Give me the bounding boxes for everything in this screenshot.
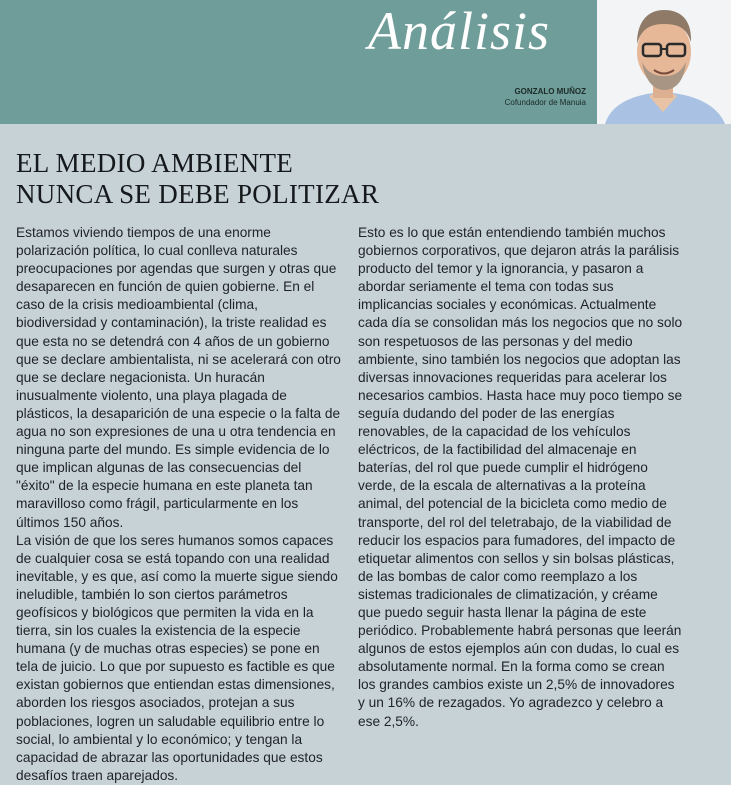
headline-line-2: NUNCA SE DEBE POLITIZAR <box>16 179 380 209</box>
headline-line-1: EL MEDIO AMBIENTE <box>16 148 294 178</box>
author-portrait-image <box>597 0 731 124</box>
paragraph: Esto es lo que están entendiendo también muchos gobiernos corporativos, que dejaron atrás la parálisis producto del temor y la ignorancia, y pasaron a abordar seriamente el tema con todas sus implicancias sociales y económicas. Actualmente cada día se consolidan más los negocios que no solo son respetuosos de las personas y del medio ambiente, sino también los negocios que adoptan las diversas innovaciones requeridas para acelerar los necesarios cambios. Hasta hace muy poco tiempo se seguía dudando del poder de las energías renovables, de la capacidad de los vehículos eléctricos, de la factibilidad del almacenaje en baterías, del rol que puede cumplir el hidrógeno verde, de la escala de alternativas a la proteína animal, del potencial de la bicicleta como medio de transporte, del rol del teletrabajo, de la viabilidad de reducir los espacios para fumadores, del impacto de etiquetar alimentos con sellos y sin bolsas plásticas, de las bombas de calor como reemplazo a los sistemas tradicionales de climatización, y créame que puedo seguir hasta llenar la página de este periódico. Probablemente habrá personas que leerán algunos de estos ejemplos aún con dudas, lo cual es absolutamente normal. En la forma como se crean los grandes cambios existe un 2,5% de innovadores y un 16% de rezagados. Yo agradezco y celebro a ese 2,5%. <box>358 225 683 729</box>
paragraph: Estamos viviendo tiempos de una enorme polarización política, lo cual conlleva naturales preocupaciones por agendas que surgen y otras que desaparecen en función de quien gobierne. En el caso de la crisis medioambiental (clima, biodiversidad y contaminación), la triste realidad es que esta no se detendrá con 4 años de un gobierno que se declare ambientalista, ni se acelerará con otro que se declare negacionista. Un huracán inusualmente violento, una playa plagada de plásticos, la desaparición de una especie o la falta de agua no son expresiones de una u otra tendencia en ninguna parte del mundo. Es simple evidencia de lo que implican algunas de las consecuencias del "éxito" de la especie humana en este planeta tan maravilloso como frágil, particularmente en los últimos 150 años. <box>16 225 341 530</box>
paragraph: La visión de que los seres humanos somos capaces de cualquier cosa se está topando con una realidad inevitable, y es que, así como la muerte sigue siendo ineludible, también lo son ciertos parámetros geofísicos y biológicos que permiten la vida en la tierra, sin los cuales la existencia de la especie humana (y de muchas otras especies) se pone en tela de juicio. Lo que por supuesto es factible es que existan gobiernos que entiendan estas dimensiones, aborden los riesgos asociados, protejan a sus poblaciones, logren un saludable equilibrio entre lo social, lo ambiental y lo económico; y tengan la capacidad de abrazar las oportunidades que estos desafíos traen aparejados. <box>16 532 338 783</box>
author-role: Cofundador de Manuia <box>504 98 586 107</box>
article-headline <box>16 148 379 210</box>
section-header <box>0 0 731 124</box>
article-column-right <box>358 224 684 731</box>
section-title: Análisis <box>368 1 551 61</box>
author-photo <box>597 0 731 124</box>
author-byline <box>505 86 586 108</box>
article-column-left <box>16 224 342 785</box>
author-name: GONZALO MUÑOZ <box>514 87 586 96</box>
